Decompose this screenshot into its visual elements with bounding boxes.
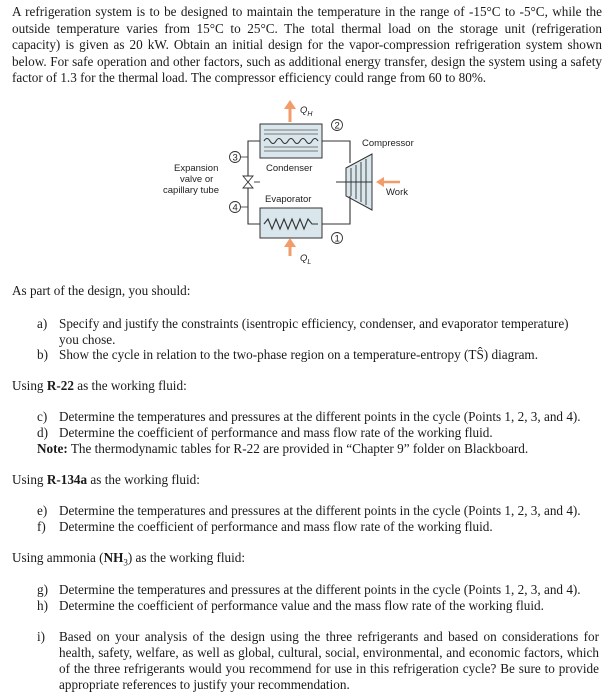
expansion-label-line2: valve or bbox=[180, 174, 214, 185]
item-h bbox=[37, 598, 607, 614]
compressor-label: Compressor bbox=[362, 138, 414, 149]
item-c-label: c) bbox=[37, 409, 48, 424]
item-e-label: e) bbox=[37, 503, 48, 518]
r134a-heading: Using R-134a as the working fluid: bbox=[12, 472, 200, 487]
r22-heading: Using R-22 as the working fluid: bbox=[12, 378, 187, 393]
item-d-text: Determine the coefficient of performance and mass flow rate of the working fluid. bbox=[59, 425, 493, 440]
item-i bbox=[37, 629, 599, 693]
qh-arrow-head bbox=[284, 100, 296, 109]
item-c bbox=[37, 409, 607, 425]
item-b-text: Show the cycle in relation to the two-phase region on a temperature-entropy (TŜ) diagram. bbox=[59, 347, 538, 362]
point-3-label: 3 bbox=[232, 152, 238, 164]
ql-arrow-head bbox=[284, 238, 296, 247]
item-b-label: b) bbox=[37, 347, 48, 362]
item-g-label: g) bbox=[37, 582, 48, 597]
item-e-text: Determine the temperatures and pressures at the different points in the cycle (Points 1, 2, 3, and 4). bbox=[59, 503, 581, 518]
expansion-valve bbox=[243, 176, 253, 182]
qh-label: $Q_H$ bbox=[300, 105, 313, 118]
item-b bbox=[37, 347, 607, 363]
pipe-left-bottom bbox=[248, 188, 260, 224]
work-arrow-head bbox=[376, 177, 384, 187]
expansion-label-line1: Expansion bbox=[174, 163, 219, 174]
condenser-box bbox=[260, 124, 322, 158]
pipe-left-top bbox=[248, 141, 260, 176]
point-4-label: 4 bbox=[232, 202, 238, 214]
item-c-text: Determine the temperatures and pressures at the different points in the cycle (Points 1, 2, 3, and 4). bbox=[59, 409, 581, 424]
item-e bbox=[37, 503, 607, 519]
item-i-label: i) bbox=[37, 629, 46, 644]
item-g-text: Determine the temperatures and pressures at the different points in the cycle (Points 1, 2, 3, and 4). bbox=[59, 582, 581, 597]
ql-label: $Q_L$ bbox=[300, 253, 312, 266]
design-intro: As part of the design, you should: bbox=[12, 283, 191, 298]
point-2-label: 2 bbox=[334, 120, 340, 132]
item-g bbox=[37, 582, 607, 598]
item-a-text: Specify and justify the constraints (isentropic efficiency, condenser, and evaporator temperature) bbox=[59, 316, 569, 331]
problem-statement: A refrigeration system is to be designed to maintain the temperature in the range of -15°C to -5°C, while the outside temperature varies from 15°C to 25°C. The total thermal load on the storage unit (refrigeration capacity) is given as 20 kW. Obtain an initial design for the vapor-compression refrigeration system shown below. For safe operation and other factors, such as additional energy transfer, design the system using a safety factor of 1.3 for the thermal load. The compressor efficiency could range from 60 to 80%. bbox=[12, 4, 602, 86]
item-f-label: f) bbox=[37, 519, 46, 534]
expansion-valve-lower bbox=[243, 182, 253, 188]
item-f-text: Determine the coefficient of performance and mass flow rate of the working fluid. bbox=[59, 519, 493, 534]
item-a-label: a) bbox=[37, 316, 48, 331]
item-h-label: h) bbox=[37, 598, 48, 613]
nh3-heading: Using ammonia $(NH_3)$ as the working fluid: bbox=[12, 550, 246, 568]
r22-note: Note: The thermodynamic tables for R-22 are provided in “Chapter 9” folder on Blackboard. bbox=[37, 441, 529, 456]
refrigeration-cycle-diagram bbox=[150, 98, 450, 270]
work-label: Work bbox=[386, 187, 408, 198]
pipe-bottom-right bbox=[322, 196, 350, 224]
expansion-label-line3: capillary tube bbox=[163, 185, 219, 196]
pipe-top-right bbox=[322, 141, 350, 163]
item-f bbox=[37, 519, 607, 535]
evaporator-label: Evaporator bbox=[265, 194, 312, 205]
item-i-text: Based on your analysis of the design using the three refrigerants and based on considerations for health, safety, welfare, as well as global, cultural, social, environmental, and economic factors, which of the three refrigerants would you recommend for use in this refrigeration cycle? Be sure to provide appropriate references to justify your recommendation. bbox=[59, 629, 599, 692]
condenser-label: Condenser bbox=[266, 163, 313, 174]
item-d-label: d) bbox=[37, 425, 48, 440]
item-h-text: Determine the coefficient of performance value and the mass flow rate of the working fluid. bbox=[59, 598, 544, 613]
item-a bbox=[37, 316, 607, 348]
item-a-text-2: you chose. bbox=[59, 332, 116, 347]
point-1-label: 1 bbox=[334, 233, 340, 245]
item-d bbox=[37, 425, 607, 441]
